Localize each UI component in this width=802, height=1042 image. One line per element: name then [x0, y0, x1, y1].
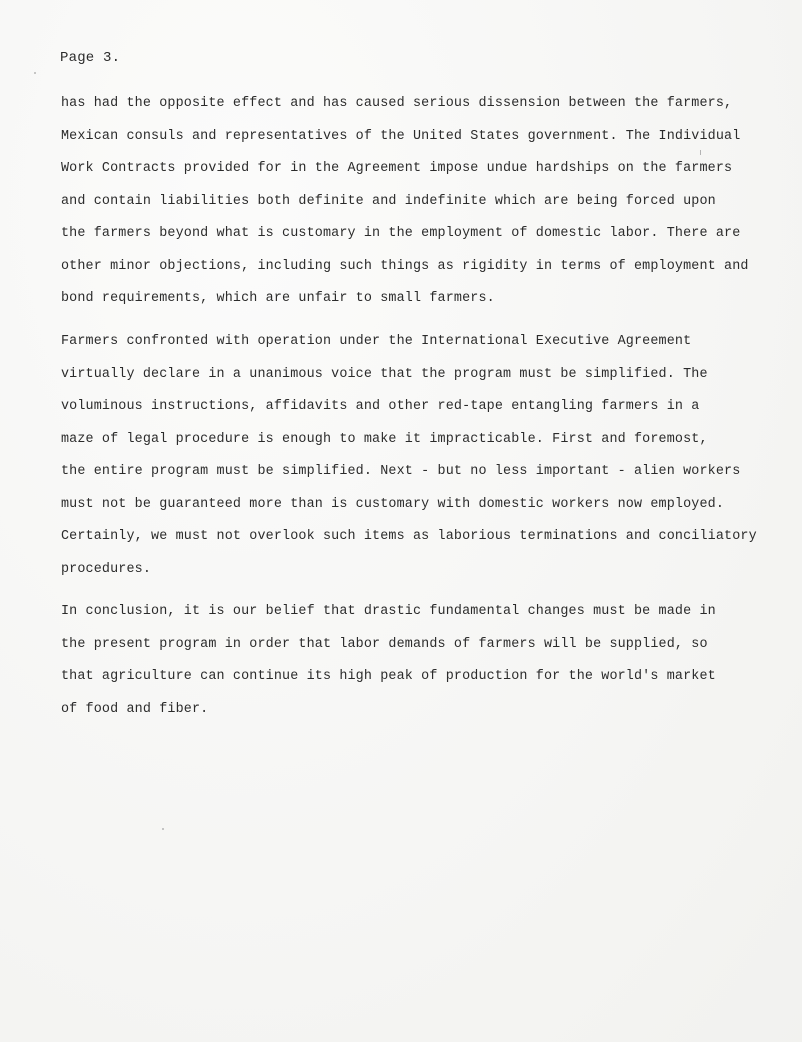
text-line: has had the opposite effect and has caused serious dissension between the farmers,: [61, 96, 733, 111]
text-line: voluminous instructions, affidavits and other red-tape entangling farmers in a: [61, 399, 700, 414]
text-line: Certainly, we must not overlook such items as laborious terminations and conciliatory: [61, 529, 757, 544]
paragraph-1: [61, 88, 749, 316]
text-line: procedures.: [61, 561, 152, 577]
paper-speck: [700, 150, 701, 155]
text-line: of food and fiber.: [61, 701, 209, 717]
paper-speck: [162, 828, 164, 830]
text-line: In conclusion, it is our belief that drastic fundamental changes must be made in: [61, 604, 716, 619]
text-line: bond requirements, which are unfair to small farmers.: [61, 291, 495, 306]
text-line: the present program in order that labor demands of farmers will be supplied, so: [61, 636, 708, 652]
text-line: the entire program must be simplified. Next - but no less important - alien workers: [61, 464, 741, 479]
text-line: Farmers confronted with operation under the International Executive Agreement: [61, 334, 692, 349]
text-line: and contain liabilities both definite and indefinite which are being forced upon: [61, 193, 716, 209]
paragraph-2: [61, 326, 757, 586]
text-line: Mexican consuls and representatives of the United States government. The Individual: [61, 128, 741, 144]
text-line: Work Contracts provided for in the Agreement impose undue hardships on the farmers: [61, 161, 733, 176]
text-line: that agriculture can continue its high peak of production for the world's market: [61, 669, 716, 684]
text-line: other minor objections, including such things as rigidity in terms of employment and: [61, 258, 749, 274]
text-line: virtually declare in a unanimous voice that the program must be simplified. The: [61, 366, 708, 382]
paper-speck: [34, 72, 36, 74]
paragraph-3: [61, 596, 716, 726]
page-number: Page 3.: [60, 50, 121, 66]
text-line: must not be guaranteed more than is customary with domestic workers now employed.: [61, 496, 725, 512]
text-line: maze of legal procedure is enough to make it impracticable. First and foremost,: [61, 431, 708, 447]
text-line: the farmers beyond what is customary in the employment of domestic labor. There are: [61, 226, 741, 241]
